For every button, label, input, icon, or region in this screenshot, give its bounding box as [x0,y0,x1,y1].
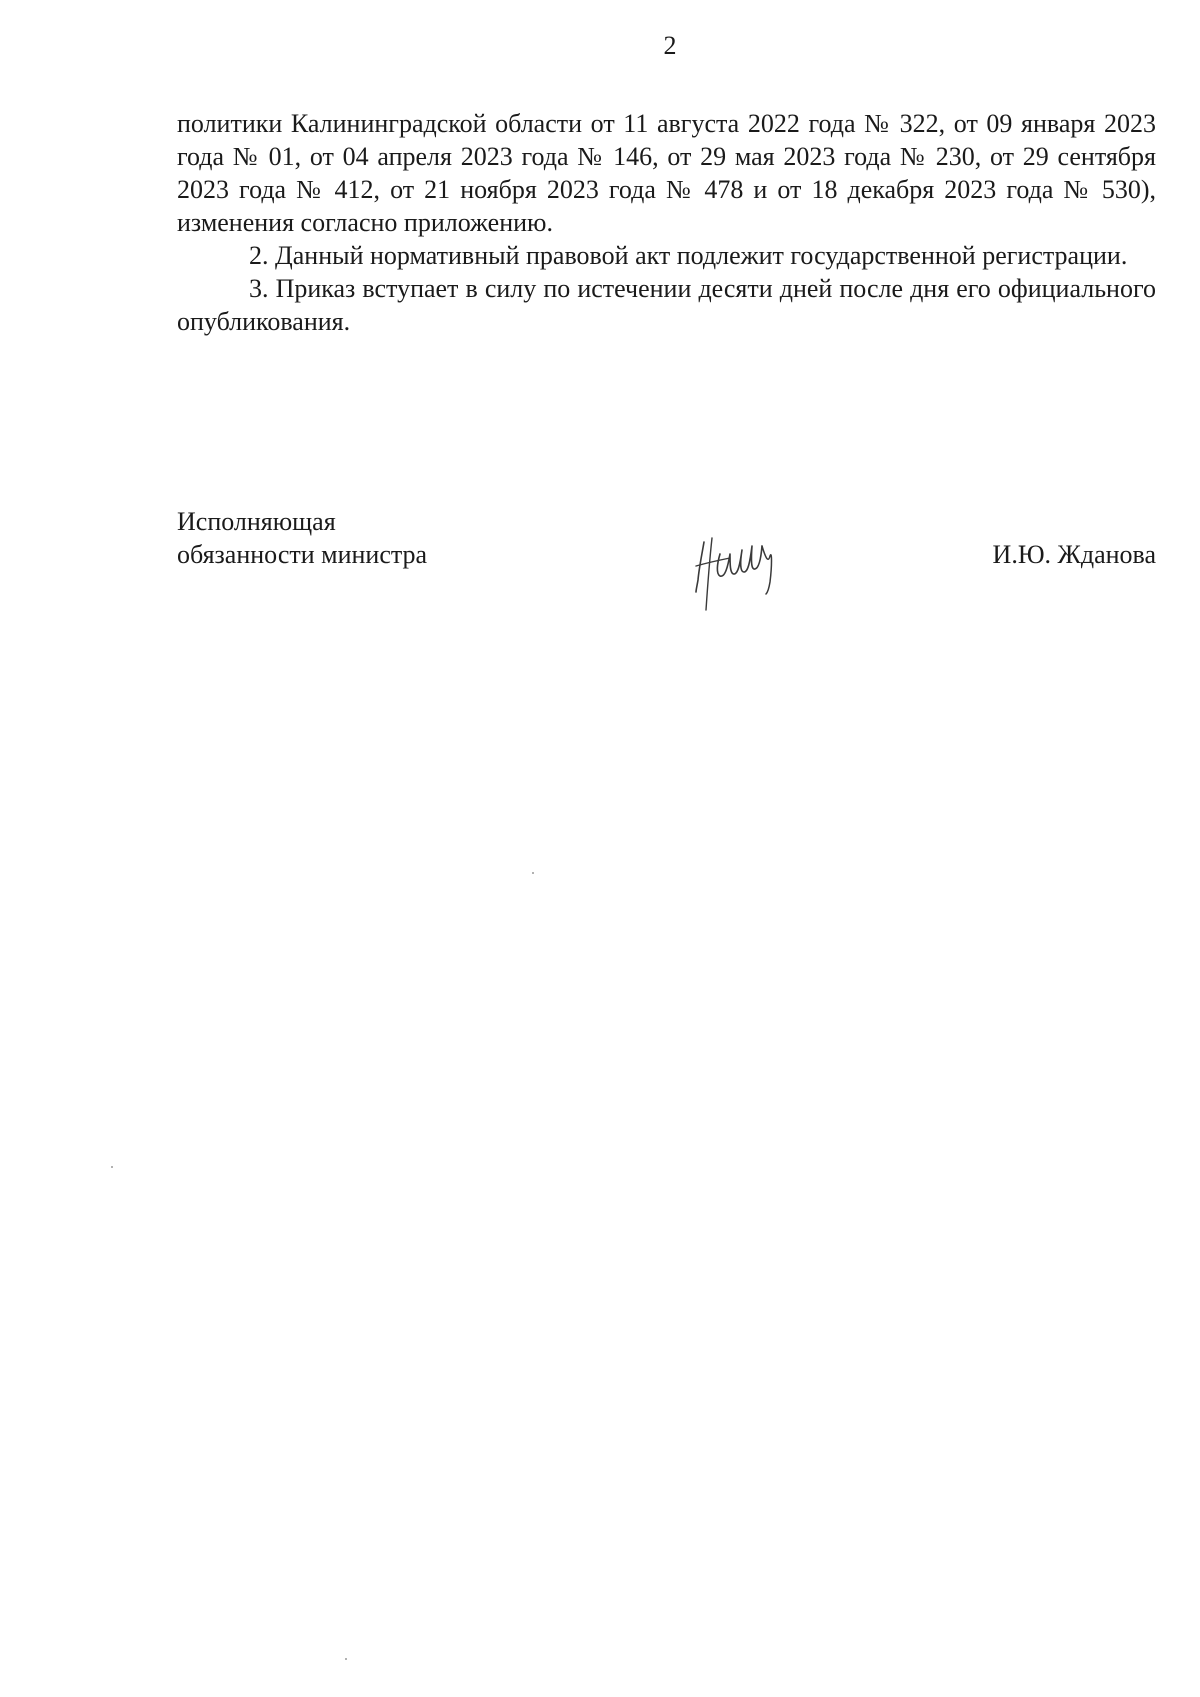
page-number: 2 [663,31,677,60]
paragraph-continuation: политики Калининградской области от 11 августа 2022 года № 322, от 09 января 2023 года № 01, от 04 апреля 2023 года № 146, от 29 мая 2023 года № 230, от 29 сентября 2023 года № 412, от 21 ноября 2023 года № 478 и от 18 декабря 2023 года № 530), изменения согласно приложению. [177,109,1156,237]
scan-speck [532,872,534,874]
signer-position-line-1: Исполняющая [177,507,336,536]
signer-position [177,505,427,571]
document-body [177,107,1156,338]
signer-position-line-2: обязанности министра [177,540,428,569]
signature-block [177,505,1156,615]
handwritten-signature [690,520,780,615]
scan-speck [111,1166,113,1168]
signer-name: И.Ю. Жданова [992,540,1156,569]
paragraph-registration: 2. Данный нормативный правовой акт подлежит государственной регистрации. [249,241,1128,270]
paragraph-effective-date: 3. Приказ вступает в силу по истечении десяти дней после дня его официального опубликования. [177,274,1156,336]
scan-speck [345,1658,347,1660]
